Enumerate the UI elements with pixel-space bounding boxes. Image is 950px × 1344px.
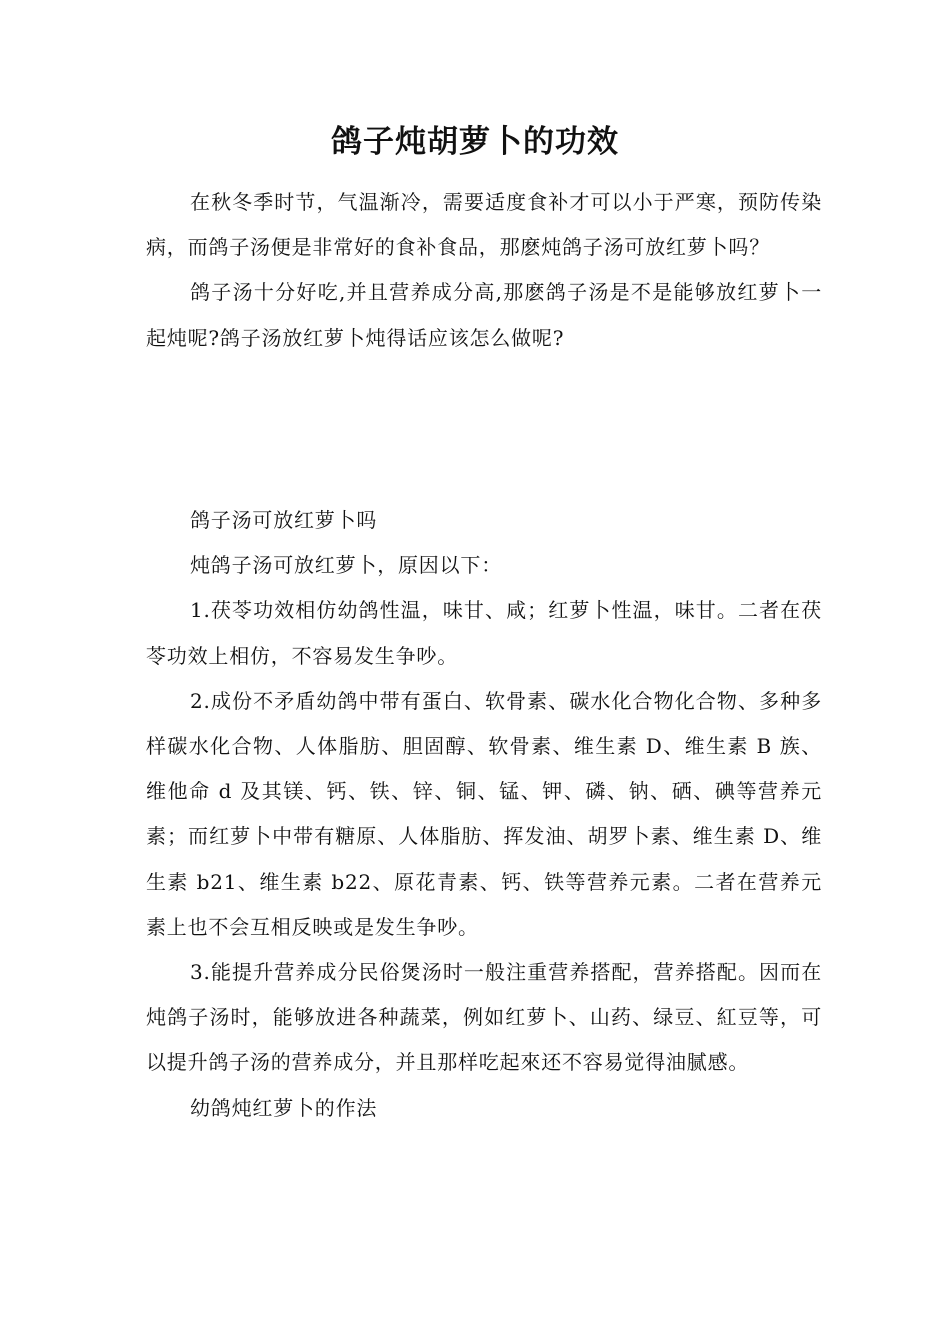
point-3-paragraph: 3.能提升营养成分民俗煲汤时一般注重营养搭配，营养搭配。因而在炖鸽子汤时，能够放进各种蔬菜，例如红萝卜、山药、绿豆、紅豆等，可以提升鸽子汤的营养成分，并且那样吃起來还不容易觉得油腻感。: [146, 960, 822, 1075]
intro-paragraph-1: 在秋冬季时节，气温渐冷，需要适度食补才可以小于严寒，预防传染病，而鸽子汤便是非常好的食补食品，那麽炖鸽子汤可放红萝卜吗？: [146, 190, 822, 260]
section-lead: 炖鸽子汤可放红萝卜，原因以下：: [190, 553, 502, 578]
intro-section: [146, 180, 822, 361]
document-title: 鸽子炖胡萝卜的功效: [331, 124, 619, 160]
closing-heading: 幼鸽炖红萝卜的作法: [190, 1095, 378, 1120]
intro-paragraph-2: 鸽子汤十分好吃,并且营养成分高,那麽鸽子汤是不是能够放红萝卜一起炖呢?鸽子汤放红萝卜炖得话应该怎么做呢?: [146, 280, 822, 350]
point-2-paragraph: 2.成份不矛盾幼鸽中带有蛋白、软骨素、碳水化合物化合物、多种多样碳水化合物、人体脂肪、胆固醇、软骨素、维生素 D、维生素 B 族、维他命 d 及其镁、钙、铁、锌、铜、锰、钾、磷、钠、硒、碘等营养元素；而红萝卜中带有糖原、人体脂肪、挥发油、胡罗卜素、维生素 D、维生素 b21、维生素 b22、原花青素、钙、铁等营养元素。二者在营养元素上也不会互相反映或是发生争吵。: [146, 688, 822, 939]
section-heading: 鸽子汤可放红萝卜吗: [190, 508, 378, 532]
main-section: [146, 498, 822, 1131]
point-1-paragraph: 1.茯苓功效相仿幼鸽性温，味甘、咸；红萝卜性温，味甘。二者在茯苓功效上相仿，不容易发生争吵。: [146, 598, 822, 668]
